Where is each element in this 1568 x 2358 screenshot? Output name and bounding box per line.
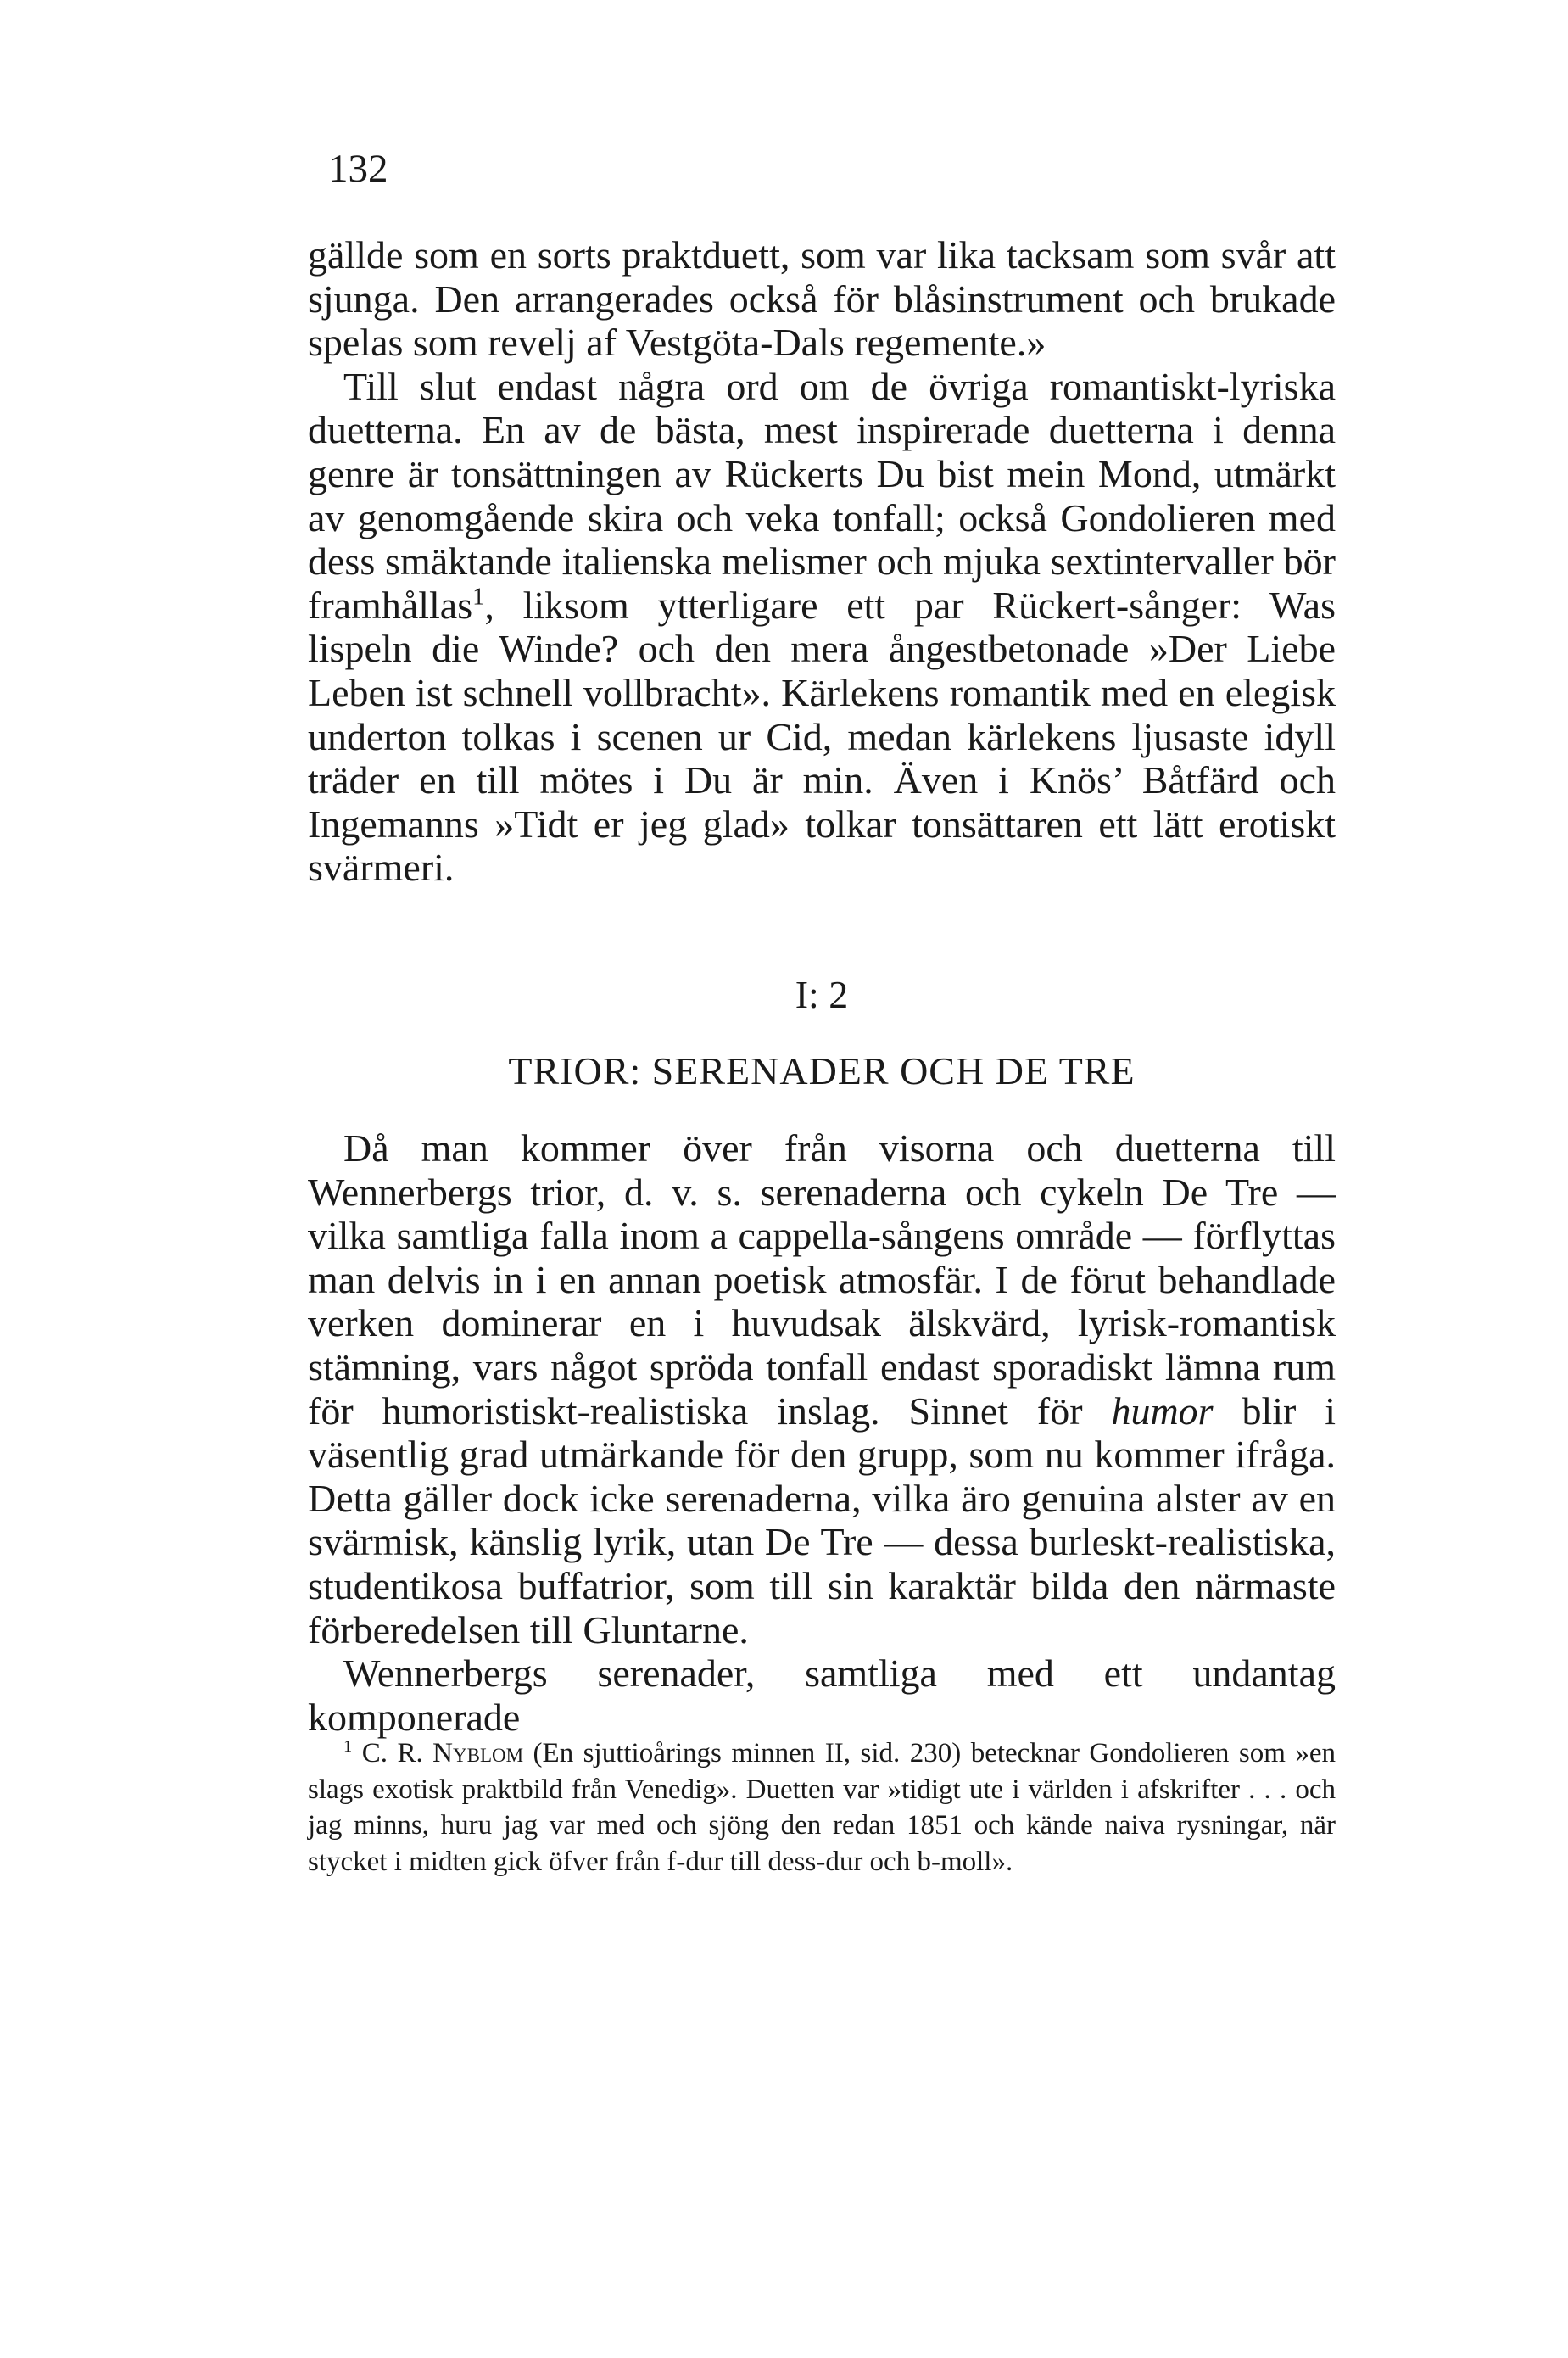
section-title: TRIOR: SERENADER OCH DE TRE [508, 1049, 1136, 1092]
emphasis-text: humor [1111, 1389, 1214, 1433]
paragraph [308, 1126, 1336, 1651]
paragraph: Wennerbergs serenader, samtliga med ett undantag komponerade [308, 1651, 1336, 1739]
section-number: I: 2 [795, 973, 849, 1016]
footnote-reference[interactable]: 1 [472, 584, 485, 611]
footnote-marker: 1 [343, 1737, 353, 1756]
page-number: 132 [328, 147, 388, 191]
paragraph-text: blir i väsentlig grad utmärkande för den grupp, som nu kommer ifråga. Detta gäller dock icke serenaderna, vilka äro genuina alster av en svärmisk, känslig lyrik, utan De Tre — dessa burleskt-realistiska, studentikosa buffatrior, som till sin karaktär bilda den närmaste förberedelsen till Gluntarne. [308, 1389, 1336, 1651]
paragraph-text: , liksom ytterligare ett par Rückert-sånger: Was lispeln die Winde? och den mera ångestbetonade »Der Liebe Leben ist schnell vollbracht». Kärlekens romantik med en elegisk underton tolkas i scenen ur Cid, medan kärlekens ljusaste idyll träder en till mötes i Du är min. Även i Knös’ Båtfärd och Ingemanns »Tidt er jeg glad» tolkar tonsättaren ett lätt erotiskt svärmeri. [308, 583, 1336, 890]
paragraph: gällde som en sorts praktduett, som var lika tacksam som svår att sjunga. Den arrangerades också för blåsinstrument och brukade spelas som revelj af Vestgöta-Dals regemente.» [308, 233, 1336, 365]
body-text-top [308, 233, 1336, 890]
footnote-author: C. R. Nyblom [361, 1738, 524, 1768]
paragraph [308, 365, 1336, 890]
footnote-text: (En sjuttioårings minnen II, sid. 230) betecknar Gondolieren som »en slags exotisk praktbild från Venedig». Duetten var »tidigt ute i världen i afskrifter . . . och jag minns, huru jag var med och sjöng den redan 1851 och kände naiva rysningar, när stycket i midten gick öfver från f-dur till dess-dur och b-moll». [308, 1738, 1336, 1877]
footnotes [308, 1735, 1336, 1880]
paragraph-text: Till slut endast några ord om de övriga romantiskt-lyriska duetterna. En av de bästa, mest inspirerade duetterna i denna genre är tonsättningen av Rückerts Du bist mein Mond, utmärkt av genomgående skira och veka tonfall; också Gondolieren med dess smäktande italienska melismer och mjuka sextintervaller bör framhållas [308, 364, 1336, 627]
body-text-bottom [308, 1126, 1336, 1739]
paragraph-text: Då man kommer över från visorna och duetterna till Wennerbergs trior, d. v. s. serenaderna och cykeln De Tre — vilka samtliga falla inom a cappella-sångens område — förflyttas man delvis in i en annan poetisk atmosfär. I de förut behandlade verken dominerar en i huvudsak älskvärd, lyrisk-romantisk stämning, vars något spröda tonfall endast sporadiskt lämna rum för humoristiskt-realistiska inslag. Sinnet för [308, 1126, 1336, 1433]
footnote [308, 1735, 1336, 1880]
